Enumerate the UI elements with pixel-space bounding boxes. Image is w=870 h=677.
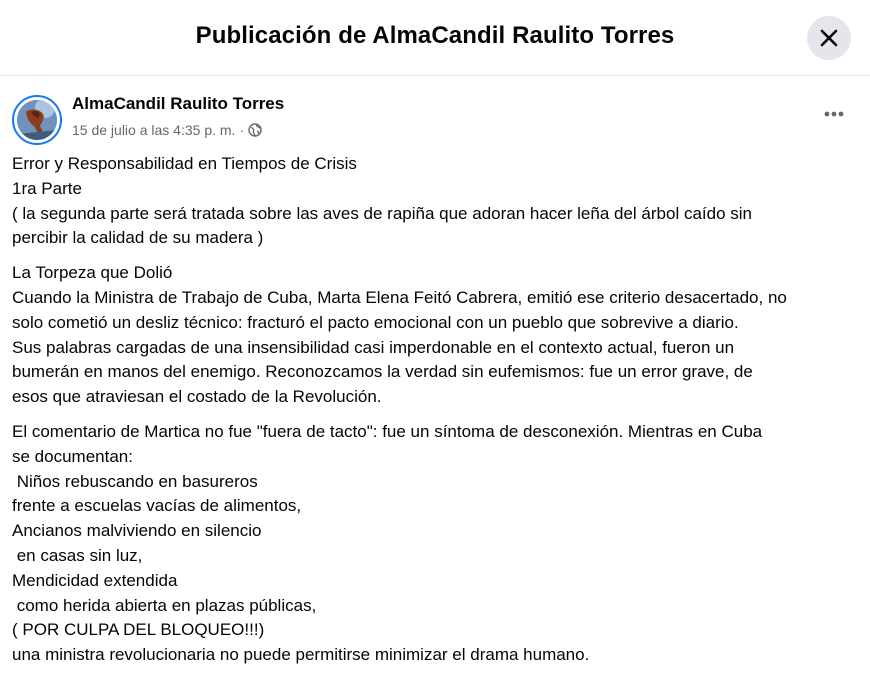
more-options-button[interactable] xyxy=(816,102,852,126)
modal-title: Publicación de AlmaCandil Raulito Torres xyxy=(195,22,675,49)
post-line: solo cometió un desliz técnico: fracturó el pacto emocional con un pueblo que sobrevive a diario. xyxy=(12,312,739,332)
author-name[interactable]: AlmaCandil Raulito Torres xyxy=(72,94,285,113)
post-line: como herida abierta en plazas públicas, xyxy=(12,595,317,615)
post-paragraph xyxy=(12,261,858,410)
close-icon xyxy=(819,28,839,48)
post-line: se documentan: xyxy=(12,446,133,466)
post-line: frente a escuelas vacías de alimentos, xyxy=(12,496,302,516)
avatar-image xyxy=(17,100,57,140)
post-line: Error y Responsabilidad en Tiempos de Crisis xyxy=(12,154,357,173)
post-line: ( POR CULPA DEL BLOQUEO!!!) xyxy=(12,620,265,640)
post-body xyxy=(12,152,858,677)
close-button[interactable] xyxy=(807,16,851,60)
post-line: 1ra Parte xyxy=(12,178,82,198)
post-paragraph xyxy=(12,152,858,251)
post-line: bumerán en manos del enemigo. Reconozcamos la verdad sin eufemismos: fue un error grave, de xyxy=(12,362,753,382)
post-line: percibir la calidad de su madera ) xyxy=(12,228,264,248)
post-line: Mendicidad extendida xyxy=(12,570,178,590)
post-line: Ancianos malviviendo en silencio xyxy=(12,521,262,541)
post-line: Cuando la Ministra de Trabajo de Cuba, Marta Elena Feitó Cabrera, emitió ese criterio desacertado, no xyxy=(12,287,787,307)
globe-icon[interactable] xyxy=(248,123,262,137)
modal-header xyxy=(0,0,870,76)
post-line: ( la segunda parte será tratada sobre las aves de rapiña que adoran hacer leña del árbol caído sin xyxy=(12,203,752,223)
post-header xyxy=(0,76,870,152)
post-line: Sus palabras cargadas de una insensibilidad casi imperdonable en el contexto actual, fueron un xyxy=(12,337,735,357)
post-line: El comentario de Martica no fue "fuera de tacto": fue un síntoma de desconexión. Mientras en Cuba xyxy=(12,421,763,441)
meta-separator: · xyxy=(239,122,245,138)
post-timestamp[interactable]: 15 de julio a las 4:35 p. m. xyxy=(72,122,236,138)
more-options-icon xyxy=(816,102,852,126)
post-line: en casas sin luz, xyxy=(12,545,143,565)
post-meta xyxy=(72,122,262,138)
post-line: una ministra revolucionaria no puede permitirse minimizar el drama humano. xyxy=(12,645,590,665)
post-line: esos que atraviesan el costado de la Revolución. xyxy=(12,387,382,407)
post-line: Niños rebuscando en basureros xyxy=(12,471,258,491)
avatar[interactable] xyxy=(12,95,62,145)
post-line: La Torpeza que Dolió xyxy=(12,263,173,283)
post-paragraph xyxy=(12,420,858,668)
